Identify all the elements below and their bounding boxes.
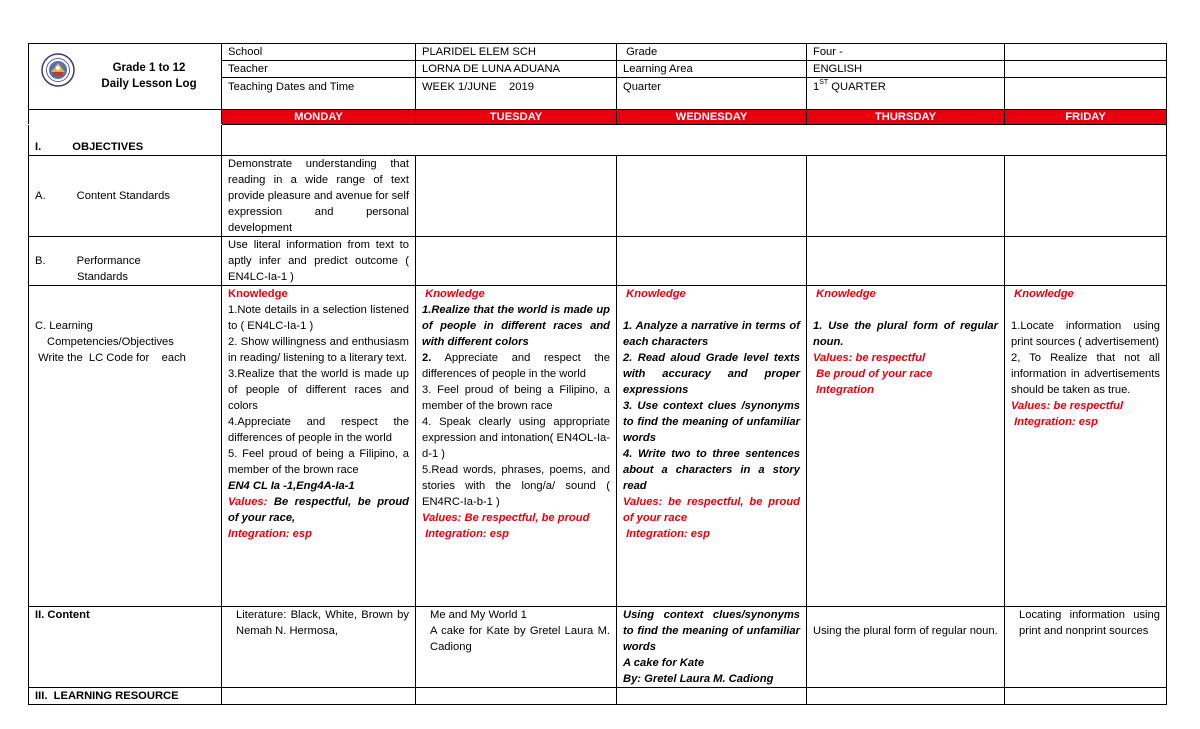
learning-area-label: Learning Area <box>617 61 807 78</box>
learning-resource-tuesday <box>416 688 617 705</box>
competencies-row <box>29 286 1167 607</box>
grade-value: Four - <box>807 44 1005 61</box>
performance-standards-friday <box>1005 237 1167 286</box>
competencies-wednesday: Knowledge 1. Analyze a narrative in terms of each characters 2. Read aloud Grade level texts with accuracy and proper expressions 3. Use context clues /synonyms to find the meaning of unfamiliar words 4. Write two to three sentences about a characters in a story read Values: be respectful, be proud of your race Integration: esp <box>617 286 807 607</box>
log-title: Grade 1 to 12 Daily Lesson Log <box>101 62 197 90</box>
daily-lesson-log-table <box>28 43 1167 705</box>
performance-standards-thursday <box>807 237 1005 286</box>
performance-standards-row <box>29 237 1167 286</box>
performance-standards-tuesday <box>416 237 617 286</box>
day-header-row <box>29 110 1167 125</box>
day-header-blank <box>29 110 222 125</box>
content-standards-tuesday <box>416 156 617 237</box>
learning-resource-thursday <box>807 688 1005 705</box>
content-standards-label: A. Content Standards <box>29 156 222 237</box>
competencies-friday: Knowledge 1.Locate information using print sources ( advertisement) 2, To Realize that not all information in advertisements should be taken as true. Values: be respectful Integration: esp <box>1005 286 1167 607</box>
content-standards-wednesday <box>617 156 807 237</box>
content-row <box>29 607 1167 688</box>
performance-standards-wednesday <box>617 237 807 286</box>
quarter-value: 1ST QUARTER <box>807 78 1005 110</box>
header-blank-1 <box>1005 44 1167 61</box>
content-tuesday: Me and My World 1 A cake for Kate by Gretel Laura M. Cadiong <box>416 607 617 688</box>
dates-label: Teaching Dates and Time <box>222 78 416 110</box>
objectives-label: I. OBJECTIVES <box>29 125 222 156</box>
performance-standards-monday: Use literal information from text to aptly infer and predict outcome ( EN4LC-Ia-1 ) <box>222 237 416 286</box>
content-standards-friday <box>1005 156 1167 237</box>
content-thursday: Using the plural form of regular noun. <box>807 607 1005 688</box>
learning-resource-row <box>29 688 1167 705</box>
deped-seal-icon <box>41 53 75 87</box>
content-standards-monday: Demonstrate understanding that reading in a wide range of text provide pleasure and avenue for self expression and personal development <box>222 156 416 237</box>
competencies-thursday: Knowledge 1. Use the plural form of regular noun. Values: be respectful Be proud of your race Integration <box>807 286 1005 607</box>
grade-label: Grade <box>617 44 807 61</box>
content-monday: Literature: Black, White, Brown by Nemah N. Hermosa, <box>222 607 416 688</box>
logo-title-cell <box>29 44 222 110</box>
learning-resource-label: III. LEARNING RESOURCE <box>29 688 222 705</box>
dates-value: WEEK 1/JUNE 2019 <box>416 78 617 110</box>
header-blank-2 <box>1005 61 1167 78</box>
learning-area-value: ENGLISH <box>807 61 1005 78</box>
quarter-label: Quarter <box>617 78 807 110</box>
school-value: PLARIDEL ELEM SCH <box>416 44 617 61</box>
day-thursday: THURSDAY <box>807 110 1005 125</box>
content-friday: Locating information using print and nonprint sources <box>1005 607 1167 688</box>
day-friday: FRIDAY <box>1005 110 1167 125</box>
objectives-row <box>29 125 1167 156</box>
teacher-label: Teacher <box>222 61 416 78</box>
header-blank-3 <box>1005 78 1167 110</box>
competencies-tuesday: Knowledge 1.Realize that the world is made up of people in different races and with different colors 2. Appreciate and respect the differences of people in the world 3. Feel proud of being a Filipino, a member of the brown race 4. Speak clearly using appropriate expression and intonation( EN4OL-Ia-d-1 ) 5.Read words, phrases, poems, and stories with the long/a/ sound ( EN4RC-Ia-b-1 ) Values: Be respectful, be proud Integration: esp <box>416 286 617 607</box>
content-label: II. Content <box>29 607 222 688</box>
day-wednesday: WEDNESDAY <box>617 110 807 125</box>
competencies-monday: Knowledge 1.Note details in a selection listened to ( EN4LC-Ia-1 ) 2. Show willingness and enthusiasm in reading/ listening to a literary text. 3.Realize that the world is made up of people of different races and colors 4.Appreciate and respect the differences of people in the world 5. Feel proud of being a Filipino, a member of the brown race EN4 CL Ia -1,Eng4A-Ia-1 Values: Be respectful, be proud of your race, Integration: esp <box>222 286 416 607</box>
day-monday: MONDAY <box>222 110 416 125</box>
teacher-value: LORNA DE LUNA ADUANA <box>416 61 617 78</box>
learning-resource-friday <box>1005 688 1167 705</box>
content-standards-row <box>29 156 1167 237</box>
content-wednesday: Using context clues/synonyms to find the meaning of unfamiliar words A cake for Kate By: Gretel Laura M. Cadiong <box>617 607 807 688</box>
learning-resource-wednesday <box>617 688 807 705</box>
performance-standards-label: B. Performance Standards <box>29 237 222 286</box>
content-standards-thursday <box>807 156 1005 237</box>
header-row-school <box>29 44 1167 61</box>
competencies-label: C. Learning Competencies/Objectives Write the LC Code for each <box>29 286 222 607</box>
day-tuesday: TUESDAY <box>416 110 617 125</box>
learning-resource-monday <box>222 688 416 705</box>
school-label: School <box>222 44 416 61</box>
objectives-blank <box>222 125 1167 156</box>
